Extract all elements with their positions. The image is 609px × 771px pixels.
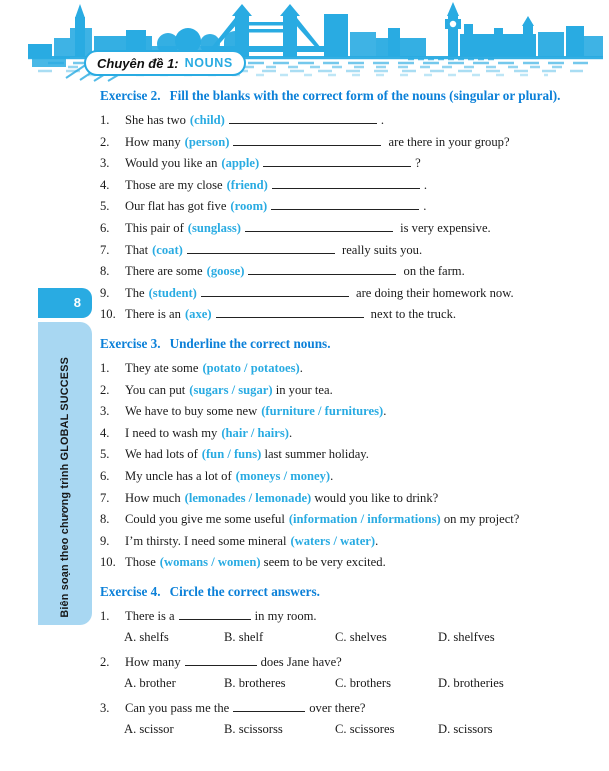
question-pre: Can you pass me the — [125, 700, 230, 715]
page-content — [100, 87, 602, 750]
list-item — [100, 261, 602, 283]
list-item — [100, 358, 602, 380]
item-post: last summer holiday. — [261, 447, 369, 462]
item-post: are there in your group? — [385, 134, 510, 149]
item-text — [125, 283, 602, 305]
question-text — [125, 606, 602, 628]
list-item — [100, 488, 602, 510]
item-pre: The — [125, 285, 145, 300]
item-number: 5. — [100, 447, 110, 462]
choice-pair: (information / informations) — [288, 512, 441, 527]
item-pre: We have to buy some new — [125, 404, 258, 419]
item-pre: We had lots of — [125, 447, 198, 462]
option-d: D. scissors — [438, 722, 493, 737]
page-number-badge — [38, 288, 92, 318]
item-number: 10. — [100, 555, 116, 570]
noun-hint: (apple) — [221, 156, 260, 171]
answer-blank — [271, 196, 419, 210]
option-a: A. scissor — [124, 722, 174, 737]
option-c: C. shelves — [335, 630, 387, 645]
exercise-instruction: Underline the correct nouns. — [169, 335, 331, 351]
list-item — [100, 552, 602, 574]
answer-blank — [187, 240, 335, 254]
item-number: 7. — [100, 490, 110, 505]
item-text — [125, 218, 602, 240]
item-text — [125, 380, 602, 402]
choice-pair: (waters / water) — [290, 533, 376, 548]
topic-badge-title: NOUNS — [184, 56, 233, 70]
list-item — [100, 153, 602, 175]
noun-hint: (student) — [148, 285, 197, 300]
item-text — [125, 175, 602, 197]
item-post: . — [288, 425, 293, 440]
item-number: 2. — [100, 654, 110, 669]
item-post: are doing their homework now. — [352, 285, 514, 300]
noun-hint: (sunglass) — [187, 220, 241, 235]
choice-pair: (furniture / furnitures) — [261, 404, 384, 419]
item-pre: Our flat has got five — [125, 199, 227, 214]
item-text — [125, 153, 602, 175]
item-number: 2. — [100, 382, 110, 397]
item-pre: How many — [125, 134, 181, 149]
answer-blank — [263, 153, 411, 167]
item-pre: She has two — [125, 113, 186, 127]
exercise-2-section — [100, 87, 602, 326]
choice-pair: (sugars / sugar) — [189, 382, 273, 397]
item-text — [125, 509, 602, 531]
choice-pair: (lemonades / lemonade) — [184, 490, 312, 505]
list-item — [100, 196, 602, 218]
question-item — [100, 652, 602, 695]
exercise-heading — [100, 583, 602, 600]
item-pre: That — [125, 242, 149, 257]
answer-blank — [233, 698, 305, 712]
item-number: 3. — [100, 700, 110, 715]
exercise-instruction: Circle the correct answers. — [169, 583, 320, 599]
item-pre: My uncle has a lot of — [125, 468, 232, 483]
item-text — [125, 132, 602, 154]
item-number: 1. — [100, 608, 110, 623]
option-d: D. brotheries — [438, 676, 504, 691]
item-pre: Those — [125, 555, 156, 570]
item-text — [125, 196, 602, 218]
option-b: B. brotheres — [224, 676, 286, 691]
choice-pair: (potato / potatoes) — [202, 360, 300, 375]
option-c: C. scissores — [335, 722, 395, 737]
exercise-title: Exercise 3. — [100, 335, 161, 351]
question-text — [125, 698, 602, 720]
option-a: A. brother — [124, 676, 176, 691]
exercise-title: Exercise 4. — [100, 583, 161, 599]
choice-pair: (fun / funs) — [201, 447, 262, 462]
item-post: . — [383, 404, 387, 419]
list-item — [100, 304, 602, 326]
question-line — [100, 698, 602, 720]
item-pre: There are some — [125, 264, 203, 279]
item-pre: This pair of — [125, 220, 184, 235]
list-item — [100, 423, 602, 445]
noun-hint: (coat) — [152, 242, 183, 257]
item-text — [125, 261, 602, 283]
noun-hint: (friend) — [226, 177, 268, 192]
list-item — [100, 444, 602, 466]
item-text — [125, 466, 602, 488]
answer-blank — [229, 110, 377, 124]
option-d: D. shelfves — [438, 630, 495, 645]
item-post: . — [380, 113, 385, 127]
item-pre: You can put — [125, 382, 186, 397]
item-pre: I’m thirsty. I need some mineral — [125, 533, 287, 548]
noun-hint: (axe) — [184, 307, 212, 322]
item-post: . — [375, 533, 379, 548]
question-pre: How many — [125, 654, 181, 669]
series-sidebar-label: Biên soạn theo chương trình GLOBAL SUCCESS — [59, 357, 71, 618]
option-b: B. scissorss — [224, 722, 283, 737]
item-text — [125, 444, 602, 466]
item-number: 4. — [100, 177, 110, 192]
item-post: . — [423, 177, 428, 192]
page-number: 8 — [73, 295, 81, 310]
item-text — [125, 240, 602, 262]
topic-badge — [84, 50, 246, 76]
item-number: 8. — [100, 264, 110, 279]
exercise-3-section — [100, 335, 602, 574]
answer-blank — [245, 218, 393, 232]
item-post: is very expensive. — [396, 220, 491, 235]
item-pre: There is an — [125, 307, 181, 322]
question-pre: There is a — [125, 608, 175, 623]
item-text — [125, 531, 602, 553]
topic-badge-prefix: Chuyên đề 1: — [97, 55, 179, 71]
answer-blank — [216, 304, 364, 318]
item-post: seem to be very excited. — [260, 555, 386, 570]
item-number: 9. — [100, 533, 110, 548]
answer-blank — [272, 175, 420, 189]
item-post: in your tea. — [272, 382, 333, 397]
exercise-heading — [100, 335, 602, 352]
list-item — [100, 401, 602, 423]
item-number: 5. — [100, 199, 110, 214]
item-pre: Would you like an — [125, 156, 218, 171]
item-text — [125, 488, 602, 510]
question-post: in my room. — [254, 608, 317, 623]
answer-blank — [248, 261, 396, 275]
item-post: really suits you. — [338, 242, 423, 257]
item-number: 3. — [100, 404, 110, 419]
item-post: next to the truck. — [367, 307, 457, 322]
exercise-4-section — [100, 583, 602, 741]
item-number: 9. — [100, 285, 110, 300]
item-number: 3. — [100, 156, 110, 171]
list-item — [100, 110, 602, 132]
question-text — [125, 652, 602, 674]
item-number: 1. — [100, 113, 110, 127]
choice-pair: (moneys / money) — [235, 468, 331, 483]
item-post: . — [330, 468, 334, 483]
item-number: 8. — [100, 512, 110, 527]
item-text — [125, 401, 602, 423]
answer-blank — [233, 132, 381, 146]
noun-hint: (goose) — [206, 264, 245, 279]
options-row — [100, 627, 602, 648]
answer-blank — [185, 652, 257, 666]
list-item — [100, 531, 602, 553]
list-item — [100, 218, 602, 240]
question-post: does Jane have? — [260, 654, 342, 669]
option-c: C. brothers — [335, 676, 391, 691]
item-number: 1. — [100, 360, 110, 375]
item-text — [125, 358, 602, 380]
item-text — [125, 110, 602, 132]
question-line — [100, 652, 602, 674]
item-pre: Could you give me some useful — [125, 512, 285, 527]
noun-hint: (child) — [189, 113, 225, 127]
question-item — [100, 606, 602, 649]
options-row — [100, 719, 602, 740]
list-item — [100, 380, 602, 402]
options-row — [100, 673, 602, 694]
question-line — [100, 606, 602, 628]
list-item — [100, 132, 602, 154]
item-text — [125, 304, 602, 326]
series-sidebar — [38, 322, 92, 625]
noun-hint: (room) — [230, 199, 268, 214]
item-pre: They ate some — [125, 360, 199, 375]
item-number: 6. — [100, 468, 110, 483]
item-number: 4. — [100, 425, 110, 440]
answer-blank — [179, 606, 251, 620]
choice-pair: (hair / hairs) — [221, 425, 289, 440]
item-post: . — [299, 360, 303, 375]
question-item — [100, 698, 602, 741]
item-number: 6. — [100, 220, 110, 235]
question-post: over there? — [309, 700, 366, 715]
list-item — [100, 240, 602, 262]
item-pre: How much — [125, 490, 181, 505]
item-pre: Those are my close — [125, 177, 223, 192]
item-post: . — [423, 199, 427, 214]
list-item — [100, 509, 602, 531]
item-number: 2. — [100, 134, 110, 149]
item-post: ? — [415, 156, 421, 171]
exercise-title: Exercise 2. — [100, 88, 161, 103]
item-pre: I need to wash my — [125, 425, 218, 440]
item-number: 10. — [100, 307, 116, 322]
item-post: would you like to drink? — [311, 490, 439, 505]
item-number: 7. — [100, 242, 110, 257]
list-item — [100, 283, 602, 305]
answer-blank — [201, 283, 349, 297]
item-post: on the farm. — [400, 264, 465, 279]
exercise-heading — [100, 87, 602, 104]
item-post: on my project? — [440, 512, 520, 527]
choice-pair: (womans / women) — [159, 555, 261, 570]
item-text — [125, 423, 602, 445]
item-text — [125, 552, 602, 574]
list-item — [100, 175, 602, 197]
exercise-instruction: Fill the blanks with the correct form of the nouns (singular or plural). — [169, 88, 561, 103]
list-item — [100, 466, 602, 488]
option-a: A. shelfs — [124, 630, 169, 645]
option-b: B. shelf — [224, 630, 264, 645]
noun-hint: (person) — [184, 134, 230, 149]
